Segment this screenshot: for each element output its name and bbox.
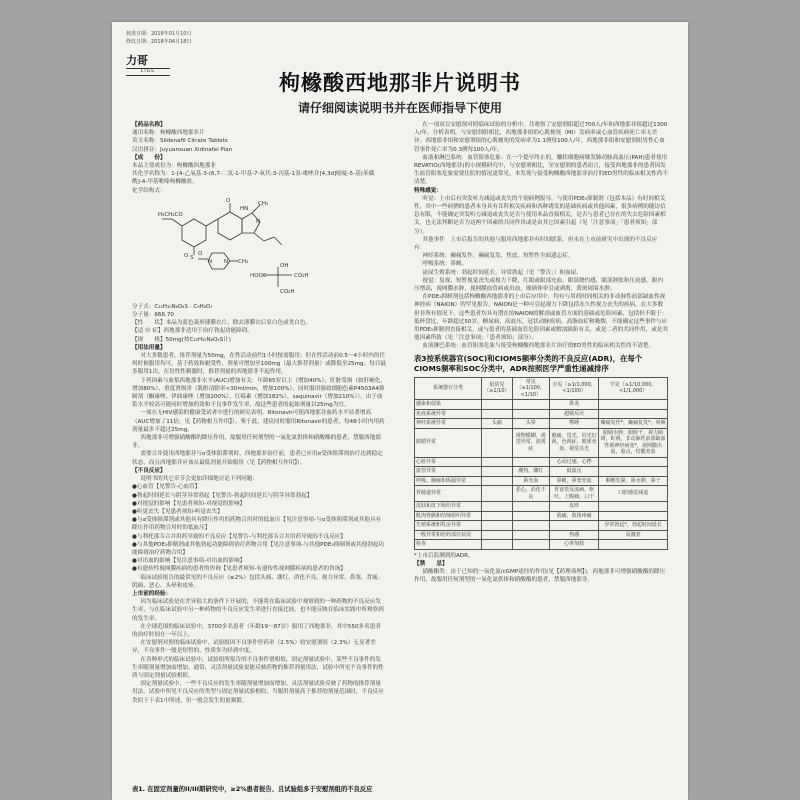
frequency-cell: 鼻衄，鼻窦充血 — [549, 476, 599, 486]
table-row — [415, 419, 668, 429]
generic-name: 通用名称：枸橼酸西地那非片 — [132, 130, 205, 137]
organ-class-cell: 感染和侵染 — [415, 400, 482, 410]
structure-label: 化学结构式： — [132, 187, 166, 194]
list-item: ●与利托那韦合并用药导致的不良反应【见警告-与利托那韦合并用药导致的不良反应】 — [132, 533, 346, 540]
dosage-paragraph-4: 西地那非可增强硝酸酯的降压作用，故服用任何剂型的一氧化氮供体和硝酸酯的患者，禁服西地那非。 — [132, 435, 381, 450]
approval-dates — [126, 30, 191, 46]
section-strength: 【规 格】50mg(按C₂₂H₃₀N₆O₄S计) — [132, 336, 231, 343]
list-item: ●对视觉的影响【见患者须知-对视觉的影响】 — [132, 500, 246, 507]
urogenital-line: 泌尿生殖系统：勃起时间延长，异常勃起（见「警告」）和血尿。 — [422, 269, 582, 276]
svg-text:O: O — [198, 250, 203, 257]
naion-paragraph: 在PDE₅抑制剂包括枸橼酸西地那非的上市后应用中，均有与用药时间相关的非动脉性前部缺血性视神经病（NAION）的罕见报告，NAION是一种可引起视力下降包括永久性视力丧失的疾病，在大多数但非所有情况下，这些患者均具有潜在的NAION的解剖或血管方面的基础或危险因素，包括但不限于：低杯盘比，年龄超过50岁，糖尿病，高血压，冠状动脉疾病，高脂血症和吸烟，不能确定这些事件与应用PDE₅抑制剂直接相关，或与患者的基础血管危险因素或解剖缺陷有关，或是二者的共同作用，或是其他因素所致（见「注意事项」「患者须知」部分）。 — [414, 294, 668, 342]
frequency-cell: 咽喉发紧，鼻水肿，鼻干 — [599, 476, 668, 486]
svg-text:CO₂H: CO₂H — [280, 288, 295, 295]
organ-class-cell: 血管异常 — [415, 467, 482, 477]
frequency-cell: 异常勃起*，勃起时间延长 — [599, 521, 668, 531]
table-row — [415, 476, 668, 486]
frequency-cell: 易激惹 — [599, 530, 668, 540]
premarket-paragraph-2: 在全球范围的临床试验中，3700多名患者（年龄19～87岁）服用了西地那非，其中550多名患者的治疗时间在一年以上。 — [132, 623, 381, 638]
frequency-cell — [482, 457, 513, 467]
revision-date: 修改日期：2018年04月18日 — [126, 39, 192, 45]
frequency-cell: 头晕 — [512, 419, 549, 429]
table-row — [415, 530, 668, 540]
pyrimidinone-ring — [218, 212, 242, 240]
nitrates-paragraph: 硝酸酯类：由于已知的一氧化氮/cGMP途径的作用(见【药理毒理】)，西地那非可增强硝酸酯的降压作用，故服用任何剂型的一氧化氮供体和硝酸酯的患者，禁服西地那非。 — [414, 569, 666, 584]
document-subtitle: 请仔细阅读说明书并在医师指导下使用 — [297, 101, 502, 115]
frequency-cell: 胃食管反流病，呕吐，上腹痛，口干 — [549, 486, 599, 502]
list-item: ●与α受体阻滞剂或其他具有降压作用的药物合用时的低血压【见注意事项-与α受体阻滞剂或其他具有降压作用药物合用时的低血压】 — [132, 517, 382, 532]
frequency-cell: 肌痛，肢体疼痛 — [549, 511, 599, 521]
respiratory-line: 呼吸系统：鼻衄。 — [422, 261, 468, 268]
svg-text:HN: HN — [240, 205, 249, 212]
frequency-cell — [512, 511, 549, 521]
svg-text:N: N — [256, 218, 261, 225]
table-footnote: *上市后监测到的ADR。 — [414, 552, 474, 559]
frequency-cell — [599, 467, 668, 477]
logo-main-text: 力哥 — [126, 54, 148, 67]
frequency-cell: 嗜睡 — [549, 419, 599, 429]
organ-class-cell: 心脏异常 — [415, 457, 482, 467]
left-column — [132, 121, 386, 705]
chemical-structure-diagram — [154, 197, 324, 301]
column-header: 少见（≥1/1,000，<1/100） — [549, 377, 599, 400]
frequency-cell: 口腔感觉减退 — [599, 486, 668, 502]
frequency-cell: 眼痛，畏光，闪光幻视，色视症，眼球充血，视觉亮光 — [549, 428, 599, 457]
frequency-cell: 癫痫发作*，癫痫复发*，晕厥 — [600, 420, 666, 427]
table-row — [415, 540, 668, 550]
section-composition: 【成 份】 — [132, 154, 166, 161]
dosage-paragraph-3: 一项在无HIV感染的健康受试者中进行的研究表明，Ritonavir可使西地那非血药水平显著增高（AUC增加了11倍，见【药物相互作用】）。鉴于此，建议同时服用Ritonavir的患者，每48小时内用药剂量最多不超过25mg。 — [132, 410, 385, 433]
frequency-cell — [482, 502, 513, 512]
table-row — [415, 400, 668, 410]
frequency-cell — [482, 486, 513, 502]
table3-title: 表3按系统器官(SOC)和CIOMS频率分类的不良反应(ADR)，在每个CIOMS频率和SOC分类中，ADR按照医学严重性递减排序 — [414, 353, 643, 373]
frequency-cell: 视物模糊，视觉异常，蓝视症 — [512, 428, 549, 457]
list-item: ●听觉丧失【见患者须知-听觉丧失】 — [132, 508, 223, 515]
adr-table-body — [415, 400, 668, 550]
column-header: 罕见（≥1/10,000，<1/1,000） — [599, 377, 668, 400]
svg-text:OH: OH — [280, 262, 289, 269]
frequency-cell — [512, 521, 549, 531]
frequency-cell: 心率加快 — [549, 540, 599, 550]
frequency-cell — [512, 530, 549, 540]
section-dosage: 【用法用量】 — [132, 344, 166, 351]
molecular-formula: 分子式：C₂₂H₃₀N₆O₄S · C₆H₈O₇ — [132, 303, 213, 310]
frequency-cell — [482, 511, 513, 521]
cardio-analysis: 在一项双盲安慰剂对照临床试验的分析中，共观察了安慰剂组超过700人/年和西地那非组超过1300人/年，分析表明，与安慰剂组相比，西地那非组的心肌梗死（MI）发病率或心血管疾病死亡率无差异。西地那非组和安慰剂组的心肌梗死的发病率为1.1例每100人/年，西地那非组和安慰剂组男性心血管事件死亡率为0.3例每100人/年。 — [414, 122, 668, 153]
frequency-cell — [512, 540, 549, 550]
adverse-intro: 说明书的其它章节会更加详细地讨论下列问题： — [140, 476, 258, 483]
organ-class-cell: 眼睛异常 — [415, 428, 482, 457]
frequency-cell: 眼睛水肿，眼睑干，视力障碍，虹视，非动脉性前部缺血性视神经病变*，视网膜出血，暗点，结膜充血 — [600, 429, 666, 456]
frequency-cell: 皮疹 — [549, 502, 599, 512]
section-drug-name: 【药品名称】 — [132, 122, 166, 128]
table-row — [415, 511, 668, 521]
frequency-cell — [599, 502, 668, 512]
table-header-row — [415, 377, 668, 400]
frequency-cell: 恶心，消化不良 — [512, 486, 549, 502]
list-item: ●勃起时间延长与阴茎异常勃起【见警告-勃起时间延长与阴茎异常勃起】 — [132, 492, 313, 499]
pinyin-name: 汉语拼音：Juyuansuan Xidinafei Pian — [132, 146, 233, 153]
table-row — [415, 502, 668, 512]
frequency-cell — [549, 521, 599, 531]
nervous-system-line: 神经系统：癫痫发作，癫痫复发，焦虑，短暂性全面遗忘症。 — [422, 253, 574, 260]
frequency-cell: 头痛 — [482, 419, 513, 429]
svg-text:O: O — [184, 252, 189, 259]
frequency-cell: 鼻充血 — [512, 476, 549, 486]
frequency-cell — [482, 400, 513, 410]
english-name: 英文名称：Sildenafil Citrate Tablets — [132, 138, 228, 145]
organ-class-cell: 胃肠道异常 — [415, 486, 482, 502]
frequency-cell — [482, 428, 513, 457]
chemical-name: 其化学名称为：1-[4-乙氧基-3-(6,7-二氢-1-甲基-7-氧代-3-丙基-1氢-吡唑并[4,3d]嘧啶-5-基)苯磺酰]-4-甲基哌嗪枸橼酸盐。 — [132, 171, 375, 186]
frequency-cell: 低血压 — [549, 467, 599, 477]
list-item: ●有遗传性视网膜疾病的患者的咨询【见患者须知-有遗传性视网膜疾病的患者的咨询】 — [132, 566, 346, 573]
column-header: 常见（≥1/100，<1/10） — [512, 377, 549, 400]
svg-text:O: O — [226, 197, 231, 204]
list-item: ●与其他PDE₅抑制剂或其他勃起功能障碍治疗药物合用【见注意事项-与其他PDE₅抑制剂或其他勃起功能障碍治疗药物合用】 — [132, 541, 384, 556]
main-ingredient: 本品主要成份为：枸橼酸西地那非 — [132, 163, 216, 170]
molecular-weight: 分子量：666.70 — [132, 312, 174, 319]
svg-text:S: S — [190, 254, 194, 261]
premarket-paragraph-5: 固定剂量试验中，一些不良反应的发生率随剂量增加而增加。灵活剂量试验反映了药物的推荐剂量用法，试验中所见不良反应的类型与固定剂量试验相似。当服用剂量高于推荐的剂量范围时，不良反应类似于下表1中所述，但一般会发生的更频繁。 — [132, 681, 384, 704]
frequency-cell: 鼻炎 — [549, 400, 599, 410]
frequency-cell — [482, 476, 513, 486]
frequency-cell: 热感 — [549, 530, 599, 540]
adverse-bullet-list — [132, 483, 386, 573]
frequency-cell — [512, 502, 549, 512]
column-header: 系统器官分类 — [415, 377, 482, 400]
special-senses-heading: 特殊感觉： — [414, 187, 442, 194]
right-column — [414, 121, 668, 585]
svg-text:CO₂H: CO₂H — [294, 272, 309, 279]
frequency-cell — [512, 457, 549, 467]
frequency-cell — [599, 457, 668, 467]
organ-class-cell: 呼吸、胸廓和纵隔异常 — [415, 476, 482, 486]
list-item: ●对出血的影响【见注意事项-对出血的影响】 — [132, 558, 246, 565]
svg-text:CH₃: CH₃ — [238, 258, 249, 265]
hearing-paragraph: 听觉：上市后有突发听力减退或丧失的个别病例报导，与使用PDE₅抑制剂（包括本品）有时间相关性，其中一些病例的患者本身具有耳科相关疾病和各种诱发的基础疾病或其他因素，很多病例的随访信息有限，不能确定突发听力减退或丧失是否与使用本品直接相关，是否与患者已存在的失去危险因素相关，也无法判断是否为这两个因素的共同作用或是由其它因素引起（见「注意事项」「患者须知」部分）。 — [414, 195, 666, 235]
table-row — [415, 486, 668, 502]
table-row — [415, 521, 668, 531]
frequency-cell — [512, 400, 549, 410]
frequency-cell: 心动过速，心悸 — [549, 457, 599, 467]
table-row — [415, 467, 668, 477]
svg-text:N: N — [208, 258, 213, 265]
frequency-cell — [599, 409, 668, 419]
section-adverse-reactions: 【不良反应】 — [132, 467, 166, 474]
frequency-cell — [482, 467, 513, 477]
structure-svg — [154, 197, 324, 301]
svg-text:CH₃: CH₃ — [258, 200, 269, 207]
dosage-paragraph-1: 对大多数患者，推荐剂量为50mg，在性活动前约1小时按需服用；但在性活动前0.5～4小时内的任何时候服用均可。基于药效和耐受性，剂量可增加至100mg（最大推荐剂量）或降低至25mg。每日最多服用1次。在役性性刺激时，推荐剂量的西地那非不起作用。 — [132, 353, 386, 376]
benzene-ring — [182, 219, 206, 247]
vaso-occlusive-paragraph: 血液淋巴系统：血管阻塞危象与接受枸橼酸西地那非片治疗的ED男性的临床相关性尚不清楚。 — [422, 343, 654, 350]
vision-paragraph: 视觉：复视，短暂视觉丧失或视力下降，红眼或眼部充血，眼部烧灼感，眼部肿胀和压迫感，眼内压增高，视网膜水肿，视网膜血管病或出血，玻璃体牵引或剥离，黄斑周围水肿。 — [414, 277, 663, 293]
section-indication: 【适 应 症】西地那非适用于治疗勃起功能障碍。 — [132, 328, 254, 335]
table1-caption: 表1. 在固定剂量的II/III期研究中，≥2%患者报告、且试验组多于安慰剂组的不良反应 — [132, 786, 373, 793]
frequency-cell — [599, 400, 668, 410]
table-row — [415, 409, 668, 419]
organ-class-cell: 一般异常和给药部位状况 — [415, 530, 482, 540]
frequency-cell — [482, 540, 513, 550]
frequency-cell — [482, 521, 513, 531]
organ-class-cell: 免疫系统异常 — [415, 409, 482, 419]
document-title: 枸橼酸西地那非片说明书 — [279, 71, 521, 95]
dosage-paragraph-2: 下列因素与血浆西地那非水平(AUC)增加有关：年龄65岁以上（增加40%），肝脏受损（如肝硬化，增加80%），重度肾损害（肌酐清除率<30ml/min，增加100%），同时服用强效细胞色素P4503A4抑制剂（酮康唑、伊曲康唑（增加200%），红霉素（增加182%），saquinavir（增加210%））。由于血浆水平较高可能同时增加药效和不良事件发生率，故这些患者的起始剂量以25mg为宜。 — [132, 377, 386, 409]
frequency-cell: 潮热，潮红 — [512, 467, 549, 477]
common-adverse-summary: 临床试验报告的最常见的不良反应（≥2%）包括头痛、潮红、消化不良、视力异常、鼻塞、背痛、肌痛、恶心、头晕和皮疹。 — [132, 574, 384, 589]
table-row — [415, 428, 668, 457]
instruction-sheet — [112, 22, 688, 800]
frequency-cell — [599, 540, 668, 550]
svg-text:HOOC: HOOC — [250, 272, 267, 279]
svg-text:N: N — [224, 258, 229, 265]
frequency-cell — [482, 409, 513, 419]
organ-class-cell: 肌肉骨骼和结缔组织异常 — [415, 511, 482, 521]
blood-lymph-paragraph: 血液和淋巴系统：血管阻塞危象：在一个提早终止的，镰状细胞病继发肺动脉高血压(PAH)患者使用REVATIO(西地那非)的小规模研究中，与安慰剂相比，至安慰剂的患者而言，接受西地那非的患者因发生血管阻塞危象需要住院的情况更常见，本发现与接受枸橼酸西地那非治疗的ED男性的临床相关性尚不清楚。 — [414, 154, 668, 186]
premarket-paragraph-4: 在各种形式的临床试验中，试验组所报告的不良事件谱相似，固定剂量试验中，某些不良事件的发生率随剂量增加而增加。通常，灵活剂量试验更能反映药物的推荐剂量用法，试验中所见不良事件的性质与固定剂量试验相似。 — [132, 656, 384, 679]
logo-sub-text: LIGE — [126, 68, 170, 76]
approval-date: 核准日期：2018年01月10日 — [126, 31, 192, 37]
svg-text:H₃CH₂CO: H₃CH₂CO — [158, 211, 183, 218]
premarket-paragraph-3: 在安慰剂对照的临床试验中，试验组因不良事件停药率（2.5%）较安慰剂组（2.3%）无显著差异，不良事件一般是短暂的，性质多为轻到中度。 — [132, 640, 376, 655]
frequency-cell: 超敏反应 — [549, 409, 599, 419]
other-events-paragraph: 其他事件 上市后报告的其他与服用西地那非有时间联系，但未在上市前研究中出现的不良反应有： — [414, 236, 658, 252]
list-item: ●心血管【见警告-心血管】 — [132, 484, 201, 491]
table-row — [415, 457, 668, 467]
section-contraindications: 【禁 忌】 — [414, 560, 448, 567]
frequency-cell — [599, 511, 668, 521]
frequency-cell — [512, 409, 549, 419]
section-description: 【性 状】本品为蓝色菱形薄膜衣片，除去薄膜衣后显白色或类白色。 — [132, 320, 312, 327]
organ-class-cell: 生殖系统和乳房异常 — [415, 521, 482, 531]
adr-table — [414, 377, 668, 550]
column-header: 很常见（≥1/10） — [482, 377, 513, 400]
dosage-paragraph-5: 需要合并使用西地那非与α受体阻滞剂时，西地那非治疗前，患者已应用α受体阻滞剂治疗达到稳定状态，而且西地那非应该从最低剂量开始服用（见【药物相互作用】）。 — [132, 451, 383, 466]
organ-class-cell: 皮肤和皮下组织异常 — [415, 502, 482, 512]
premarket-paragraph-1: 因为临床试验是在差异很大的条件下开展的，不能将在临床试验中观察到的一种药物的不良反应发生率，与在临床试验中另一种药物的不良反应发生率进行直接比较，也不能反映在临床实践中所观察到的发生率。 — [132, 599, 384, 622]
frequency-cell — [482, 530, 513, 540]
organ-class-cell: 神经系统异常 — [415, 419, 482, 429]
organ-class-cell: 检查 — [415, 540, 482, 550]
premarket-heading: 上市前的经验： — [132, 590, 172, 597]
